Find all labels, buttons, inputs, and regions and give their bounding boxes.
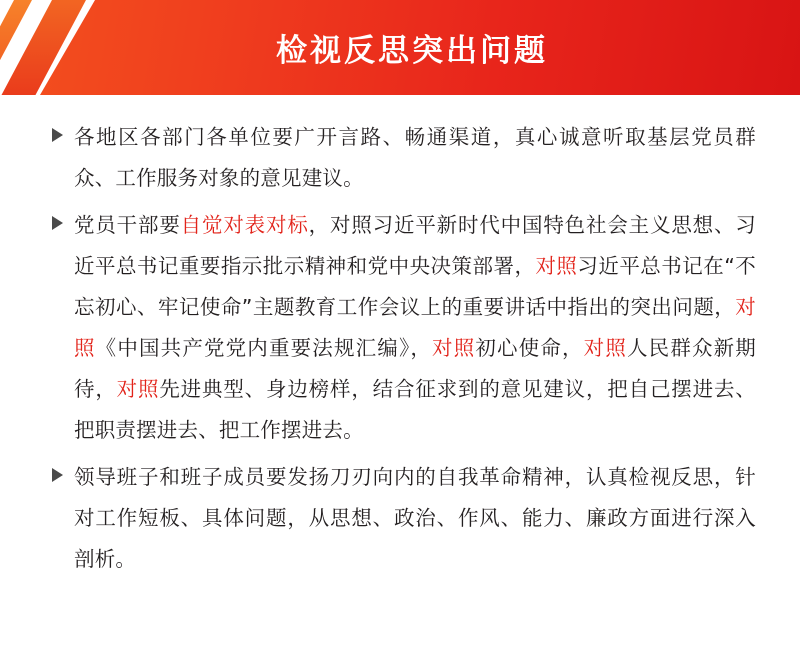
highlighted-text: 对照 — [583, 336, 627, 360]
paragraph-list — [52, 117, 756, 580]
body-text: 《中国共产党党内重要法规汇编》， — [95, 336, 433, 360]
bullet-item — [52, 457, 756, 580]
body-text: 党员干部要 — [74, 213, 181, 237]
triangle-right-icon — [52, 457, 74, 485]
body-text: 习近平总书记在“不忘初心、牢记使命”主题教育工作会议上的重要讲话中指出的突出问题， — [74, 254, 757, 319]
triangle-right-icon — [52, 205, 74, 233]
body-text: 初心使命， — [475, 336, 584, 360]
highlighted-text: 对照 — [432, 336, 476, 360]
body-text: 先进典型、身边榜样，结合征求到的意见建议，把自己摆进去、把职责摆进去、把工作摆进去。 — [74, 377, 756, 442]
body-text: 各地区各部门各单位要广开言路、畅通渠道，真心诚意听取基层党员群众、工作服务对象的意见建议。 — [74, 125, 756, 190]
paragraph-text — [74, 117, 756, 199]
highlighted-text: 对照 — [535, 254, 578, 278]
bullet-item — [52, 117, 756, 199]
body-text: ，对照习近平新时代中国特色社会主义思想、习近平总书记重要指示批示精神和党中央决策部署， — [74, 213, 757, 278]
highlighted-text: 自觉对表对标 — [180, 213, 309, 237]
document-body — [0, 95, 800, 580]
body-text: 领导班子和班子成员要发扬刀刃向内的自我革命精神，认真检视反思，针对工作短板、具体问题，从思想、政治、作风、能力、廉政方面进行深入剖析。 — [74, 465, 756, 571]
highlighted-text: 对照 — [116, 377, 160, 401]
highlighted-text: 对照 — [74, 295, 756, 360]
paragraph-text — [74, 205, 756, 451]
triangle-right-icon — [52, 117, 74, 145]
page-title: 检视反思突出问题 — [276, 33, 548, 69]
page-header-banner — [0, 0, 800, 95]
body-text: 人民群众新期待， — [74, 336, 757, 401]
bullet-item — [52, 205, 756, 451]
paragraph-text — [74, 457, 756, 580]
